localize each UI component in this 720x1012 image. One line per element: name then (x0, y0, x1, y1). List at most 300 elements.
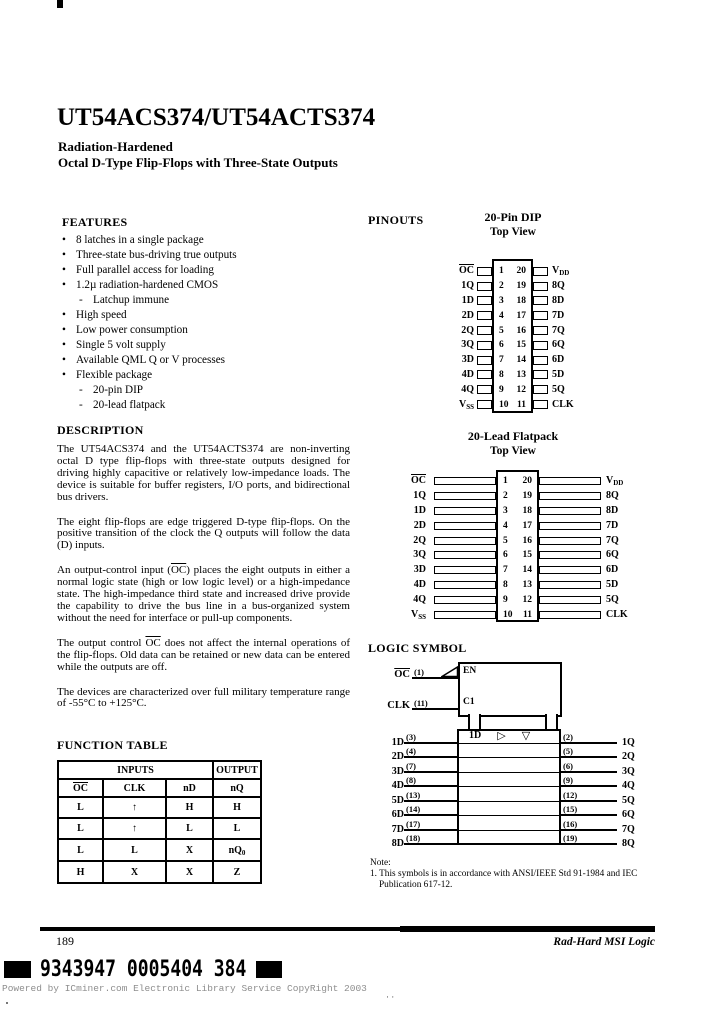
flatpack-pin-row (379, 607, 656, 622)
dip-pin-row (441, 368, 584, 383)
flatpack-pin-row (379, 548, 656, 563)
q-output-label: 2Q (622, 751, 635, 762)
table-cell: L (213, 818, 261, 839)
pin-box (533, 370, 548, 379)
pinouts-heading: PINOUTS (368, 213, 424, 227)
pin-lead (434, 492, 496, 500)
feature-text: 20-pin DIP (93, 384, 144, 396)
feature-item (62, 278, 362, 293)
d-pin-number: (3) (406, 731, 416, 742)
flatpack-pin-row (379, 518, 656, 533)
note-heading: Note: (370, 858, 391, 868)
pin-number-left: 7 (503, 565, 508, 576)
d-input-label: 5D (391, 794, 404, 806)
pin-number-right: 14 (522, 565, 532, 576)
bullet-marker: • (62, 324, 66, 336)
pin-number-left: 8 (499, 369, 504, 380)
feature-text: Single 5 volt supply (76, 339, 166, 351)
pin-number-left: 5 (503, 535, 508, 546)
pin-box (533, 341, 548, 350)
inputs-header: INPUTS (58, 761, 213, 779)
pin-label-right: 5D (552, 368, 565, 380)
description-paragraph: The eight flip-flops are edge triggered D-type flip-flops. On the positive transition of the clock the Q outputs will follow the data (D) inputs. (57, 515, 350, 552)
feature-item (62, 233, 362, 248)
pin-number-right: 19 (522, 491, 532, 502)
d-pin-number: (17) (406, 818, 421, 829)
pin-label-right: 8Q (606, 490, 619, 502)
pin-number-right: 12 (522, 594, 532, 605)
feature-item (62, 248, 362, 263)
oc-bar-text: $\overline{OC}$ (145, 636, 161, 649)
pin-label-left: 1D (413, 504, 426, 516)
flatpack-pin-row (379, 489, 656, 504)
pin-number-right: 11 (517, 399, 526, 410)
scan-artifact-tick (57, 0, 63, 8)
description-paragraph: The devices are characterized over full military temperature range of -55°C to +125°C. (57, 685, 350, 710)
pin-number-left: 6 (503, 550, 508, 561)
feature-text: Low power consumption (76, 324, 188, 336)
flatpack-pin-rows (379, 474, 656, 622)
pin-number-right: 13 (516, 369, 526, 380)
q-output-wire (561, 816, 617, 831)
page-title: UT54ACS374/UT54ACTS374 (57, 104, 376, 131)
col-header-clk: CLK (103, 779, 166, 797)
pin-box (477, 341, 492, 350)
q-pin-number: (19) (563, 833, 578, 843)
q-output-wire (561, 831, 617, 846)
pin-lead (434, 581, 496, 589)
pin-number-left: 1 (499, 266, 504, 277)
bullet-marker: - (79, 384, 83, 396)
flatpack-pin-row (379, 533, 656, 548)
q-output-label: 1Q (622, 736, 635, 748)
dip-pin-row (441, 397, 584, 412)
pin-lead (539, 581, 601, 589)
pin-label-right: 6Q (606, 549, 619, 561)
flatpack-subtitle: Top View (490, 445, 536, 457)
flatpack-pin-row (379, 592, 656, 607)
pin-box (477, 400, 492, 409)
pin-label-right: 8Q (552, 280, 565, 292)
pin-number-right: 16 (522, 535, 532, 546)
d-input-label: 6D (391, 809, 404, 820)
flatpack-title: 20-Lead Flatpack (467, 429, 559, 443)
pin-box (477, 296, 492, 305)
pin-label-right: 8D (606, 504, 619, 516)
pin-number-left: 8 (503, 579, 508, 590)
pin-lead (539, 477, 601, 485)
pin-lead (539, 596, 601, 604)
pin-label-left: 4D (413, 578, 426, 590)
pin-box (477, 356, 492, 365)
pin-box (477, 370, 492, 379)
feature-text: Flexible package (76, 369, 153, 381)
subtitle-line2: Octal D-Type Flip-Flops with Three-State Outputs (58, 155, 338, 170)
function-table-heading: FUNCTION TABLE (57, 738, 168, 752)
q-output-label: 3Q (622, 765, 635, 777)
logic-row (378, 802, 653, 820)
table-cell: L (58, 818, 103, 839)
feature-item (62, 263, 362, 278)
dip-pin-rows (441, 264, 584, 412)
pin-label-left: $\overline{OC}$ (411, 475, 426, 487)
note-line1: 1. This symbols is in accordance with ANSI/IEEE Std 91-1984 and IEC (370, 869, 638, 879)
bullet-marker: - (79, 294, 83, 306)
col-header-nd: nD (166, 779, 213, 797)
pin-label-right: 8D (552, 294, 565, 306)
pin-label-right: $V_{DD}$ (606, 475, 624, 488)
bullet-marker: • (62, 309, 66, 321)
q-pin-number: (16) (563, 818, 578, 829)
flatpack-pin-row (379, 578, 656, 593)
pin-lead (539, 537, 601, 545)
bullet-marker: • (62, 249, 66, 261)
pin-box (477, 267, 492, 276)
q-output-wire (561, 773, 617, 788)
pin-box (533, 296, 548, 305)
bullet-marker: • (62, 264, 66, 276)
d-pin-number: (14) (406, 804, 421, 814)
pin-number-right: 20 (522, 476, 532, 487)
pin-label-left: $V_{SS}$ (410, 608, 426, 621)
pin-lead (539, 566, 601, 574)
flipflop-cell (457, 758, 561, 773)
pin-lead (434, 551, 496, 559)
pin-label-left: 2Q (413, 534, 426, 546)
d-input-wire (404, 758, 457, 773)
pin-label-right: 7D (552, 309, 565, 321)
pin-label-right: CLK (552, 398, 574, 410)
d-input-label: 7D (391, 823, 404, 835)
pin-label-left: 3Q (413, 549, 426, 561)
block-connector-tab (545, 714, 558, 729)
table-cell: L (103, 839, 166, 861)
pin-label-left: $\overline{OC}$ (459, 265, 474, 277)
flatpack-pin-row (379, 474, 656, 489)
d-input-label: 8D (391, 838, 404, 849)
scan-watermark: Powered by ICminer.com Electronic Library Service CopyRight 2003 (2, 983, 367, 994)
pin-label-right: $V_{DD}$ (552, 265, 570, 278)
block-connector-tab (468, 714, 481, 729)
pin-label-right: 5Q (552, 383, 565, 395)
col-header-oc: $\overline{OC}$ (58, 779, 103, 797)
d-input-wire (404, 802, 457, 817)
q-output-wire (561, 758, 617, 773)
pin-lead (434, 477, 496, 485)
table-cell: ↑ (103, 797, 166, 818)
pin-label-left: 3D (413, 564, 426, 576)
pin-number-left: 6 (499, 340, 504, 351)
dip-pin-row (441, 279, 584, 294)
pin-lead (539, 492, 601, 500)
flipflop-cell (457, 787, 561, 802)
oc-input-label: $\overline{OC}$ (394, 669, 410, 680)
pin-number-left: 10 (499, 399, 509, 410)
pin-label-left: $V_{SS}$ (458, 398, 474, 411)
first-cell-content (457, 729, 561, 742)
description-heading: DESCRIPTION (57, 423, 144, 437)
pin-number-left: 4 (499, 310, 504, 321)
pin-lead (434, 537, 496, 545)
pin-number-left: 3 (503, 505, 508, 516)
three-state-triangle-icon: ▽ (521, 729, 531, 742)
flipflop-cell (457, 802, 561, 817)
pin-number-right: 16 (516, 325, 526, 336)
output-header: OUTPUT (213, 761, 261, 779)
pin-label-left: 1Q (461, 280, 474, 292)
feature-item (79, 398, 362, 413)
q-pin-number: (2) (563, 731, 573, 742)
pin-box (533, 385, 548, 394)
features-heading: FEATURES (62, 215, 128, 229)
feature-item (62, 323, 362, 338)
logic-symbol-heading: LOGIC SYMBOL (368, 641, 467, 655)
pin-label-right: 6D (552, 354, 565, 366)
function-table (57, 760, 262, 884)
pin-number-left: 10 (503, 609, 513, 620)
q-output-label: 5Q (622, 794, 635, 806)
pin-lead (434, 566, 496, 574)
pin-label-left: 2D (461, 309, 474, 321)
pin-number-right: 11 (523, 609, 532, 620)
pin-number-right: 17 (522, 520, 532, 531)
flipflop-cell (457, 744, 561, 759)
feature-item (62, 308, 362, 323)
flipflop-cell (457, 831, 561, 846)
dip-pin-row (441, 353, 584, 368)
col-header-nq: nQ (213, 779, 261, 797)
pin-number-right: 15 (516, 340, 526, 351)
q-pin-number: (15) (563, 804, 578, 814)
d-input-wire (404, 773, 457, 788)
feature-text: Full parallel access for loading (76, 264, 214, 276)
logic-row (378, 773, 653, 791)
pin-lead (434, 596, 496, 604)
en-label: EN (463, 666, 477, 676)
pin-label-left: 1D (461, 294, 474, 306)
pin-label-right: 7Q (606, 534, 619, 546)
scan-noise-dot (6, 1002, 8, 1004)
table-cell: L (58, 797, 103, 818)
dip-pin-row (441, 338, 584, 353)
pin-lead (434, 522, 496, 530)
feature-item (79, 293, 362, 308)
pin-number-right: 13 (522, 579, 532, 590)
d-input-wire (404, 729, 457, 744)
pin-box (533, 326, 548, 335)
bullet-marker: • (62, 339, 66, 351)
pin-label-left: 4D (461, 368, 474, 380)
d-input-wire (404, 816, 457, 831)
pin-number-right: 17 (516, 310, 526, 321)
feature-text: Three-state bus-driving true outputs (76, 249, 237, 261)
feature-text: Available QML Q or V processes (76, 354, 226, 366)
q-pin-number: (9) (563, 775, 573, 785)
pin-number-left: 4 (503, 520, 508, 531)
pin-label-right: 6Q (552, 339, 565, 351)
pin-number-right: 14 (516, 355, 526, 366)
q-output-wire (561, 744, 617, 759)
pin-lead (539, 507, 601, 515)
flatpack-pin-row (379, 504, 656, 519)
pin-lead (539, 551, 601, 559)
pin-label-right: CLK (606, 608, 628, 620)
pin-number-right: 19 (516, 281, 526, 292)
d-input-wire (404, 831, 457, 846)
pin-number-right: 15 (522, 550, 532, 561)
pin-label-right: 5Q (606, 593, 619, 605)
pin-number-left: 5 (499, 325, 504, 336)
pin-label-left: 3Q (461, 339, 474, 351)
pin-number-left: 2 (499, 281, 504, 292)
d-pin-number: (7) (406, 760, 416, 771)
pin-label-left: 1Q (413, 490, 426, 502)
d-input-label: 3D (391, 765, 404, 777)
clk-input-label: CLK (387, 700, 410, 711)
pin-lead (434, 507, 496, 515)
table-cell: X (166, 861, 213, 883)
feature-text: High speed (76, 309, 127, 321)
description-paragraph: An output-control input $(\overline{OC})$ places the eight outputs in either a normal logic state (high or low logic level) or a high-impedance state. The high-impedance third state and increased drive provide the capability to drive the bus line in a bus-organized system without the need for interface or pull-up components. (57, 564, 350, 624)
q-output-label: 7Q (622, 823, 635, 835)
logic-row (378, 758, 653, 777)
pin-number-right: 18 (516, 295, 526, 306)
pin-label-left: 2D (413, 519, 426, 531)
d-input-label: 2D (391, 751, 404, 762)
barcode-block-right (256, 961, 282, 978)
clock-edge-triangle-icon: ▷ (497, 729, 506, 742)
table-cell: Z (213, 861, 261, 883)
description-paragraph: The output control $\overline{OC}$ does not affect the internal operations of the flip-flops. Old data can be retained or new data can be entered while the outputs are off. (57, 636, 350, 673)
scan-noise-dots: · · (386, 992, 395, 1002)
description-body (57, 444, 350, 723)
feature-item (79, 383, 362, 398)
pin-label-left: 3D (461, 354, 474, 366)
active-low-triangle-icon (441, 666, 459, 678)
pin-label-right: 5D (606, 578, 619, 590)
logic-row (378, 831, 653, 849)
c1-label: C1 (463, 697, 475, 707)
bullet-marker: • (62, 279, 66, 291)
pin-number-left: 2 (503, 491, 508, 502)
dip-pin-row (441, 294, 584, 309)
pin-label-right: 7D (606, 519, 619, 531)
q-pin-number: (6) (563, 760, 573, 771)
table-cell: $nQ_0$ (213, 839, 261, 861)
table-cell: L (58, 839, 103, 861)
q-output-wire (561, 787, 617, 802)
feature-item (62, 338, 362, 353)
page-number: 189 (56, 934, 74, 948)
clk-pin-number: (11) (414, 698, 428, 708)
subtitle-line1: Radiation-Hardened (58, 139, 173, 154)
d-input-label: 4D (391, 780, 404, 791)
description-paragraph: The UT54ACS374 and the UT54ACTS374 are non-inverting octal D type flip-flops with three-state outputs designed for driving highly capacitive or relatively low-impedance loads. The device is suitable for buffer registers, I/O ports, and bidirectional bus drivers. (57, 443, 350, 503)
table-cell: L (166, 818, 213, 839)
barcode-block-left (4, 961, 31, 978)
feature-text: 8 latches in a single package (76, 234, 204, 246)
dip-pin-row (441, 308, 584, 323)
bullet-marker: • (62, 354, 66, 366)
note-line2: Publication 617-12. (379, 880, 453, 890)
footer-section-title: Rad-Hard MSI Logic (553, 936, 655, 948)
table-cell: H (213, 797, 261, 818)
oc-pin-number: (1) (414, 667, 424, 677)
q-output-label: 4Q (622, 780, 635, 791)
d-input-wire (404, 787, 457, 802)
features-list (62, 233, 362, 413)
clk-wire (412, 696, 458, 710)
footer-rule-thick (400, 926, 655, 932)
table-cell: X (166, 839, 213, 861)
d-input-label: 1D (391, 736, 404, 748)
d-pin-number: (4) (406, 746, 416, 756)
pin-box (533, 400, 548, 409)
pin-number-left: 1 (503, 476, 508, 487)
bullet-marker: • (62, 234, 66, 246)
pin-label-right: 7Q (552, 324, 565, 336)
table-cell: ↑ (103, 818, 166, 839)
pin-number-left: 9 (499, 384, 504, 395)
table-cell: H (58, 861, 103, 883)
pin-number-left: 9 (503, 594, 508, 605)
q-output-label: 6Q (622, 809, 635, 820)
pin-box (533, 311, 548, 320)
flatpack-pin-row (379, 563, 656, 578)
cell-1d-label: 1D (469, 730, 482, 741)
table-cell: H (166, 797, 213, 818)
dip-pin-row (441, 264, 584, 279)
oc-bar-text: $\overline{OC}$ (170, 564, 187, 577)
table-cell: X (103, 861, 166, 883)
feature-text: 1.2µ radiation-hardened CMOS (76, 279, 219, 291)
pin-box (533, 267, 548, 276)
pin-box (533, 282, 548, 291)
pin-lead (434, 611, 496, 619)
q-pin-number: (12) (563, 789, 578, 800)
pin-label-left: 4Q (413, 593, 426, 605)
pin-number-right: 18 (522, 505, 532, 516)
pin-number-left: 7 (499, 355, 504, 366)
pin-box (477, 311, 492, 320)
d-pin-number: (18) (406, 833, 421, 843)
feature-text: Latchup immune (93, 294, 170, 306)
logic-symbol-data-block (378, 729, 653, 849)
logic-row (378, 787, 653, 806)
feature-item (62, 353, 362, 368)
flipflop-cell (457, 773, 561, 788)
pin-label-right: 6D (606, 564, 619, 576)
pin-lead (539, 522, 601, 530)
pin-number-right: 20 (516, 266, 526, 277)
feature-text: 20-lead flatpack (93, 399, 166, 411)
flipflop-cell (457, 816, 561, 831)
logic-rows (378, 729, 653, 849)
pin-box (477, 282, 492, 291)
logic-row (378, 744, 653, 762)
pin-lead (539, 611, 601, 619)
pin-label-left: 4Q (461, 383, 474, 395)
dip-subtitle: Top View (490, 226, 536, 238)
dip-diagram (441, 264, 584, 412)
pin-box (477, 326, 492, 335)
bullet-marker: - (79, 399, 83, 411)
q-output-wire (561, 729, 617, 744)
flatpack-diagram (379, 474, 656, 622)
bullet-marker: • (62, 369, 66, 381)
dip-title: 20-Pin DIP (484, 210, 542, 224)
feature-item (62, 368, 362, 383)
